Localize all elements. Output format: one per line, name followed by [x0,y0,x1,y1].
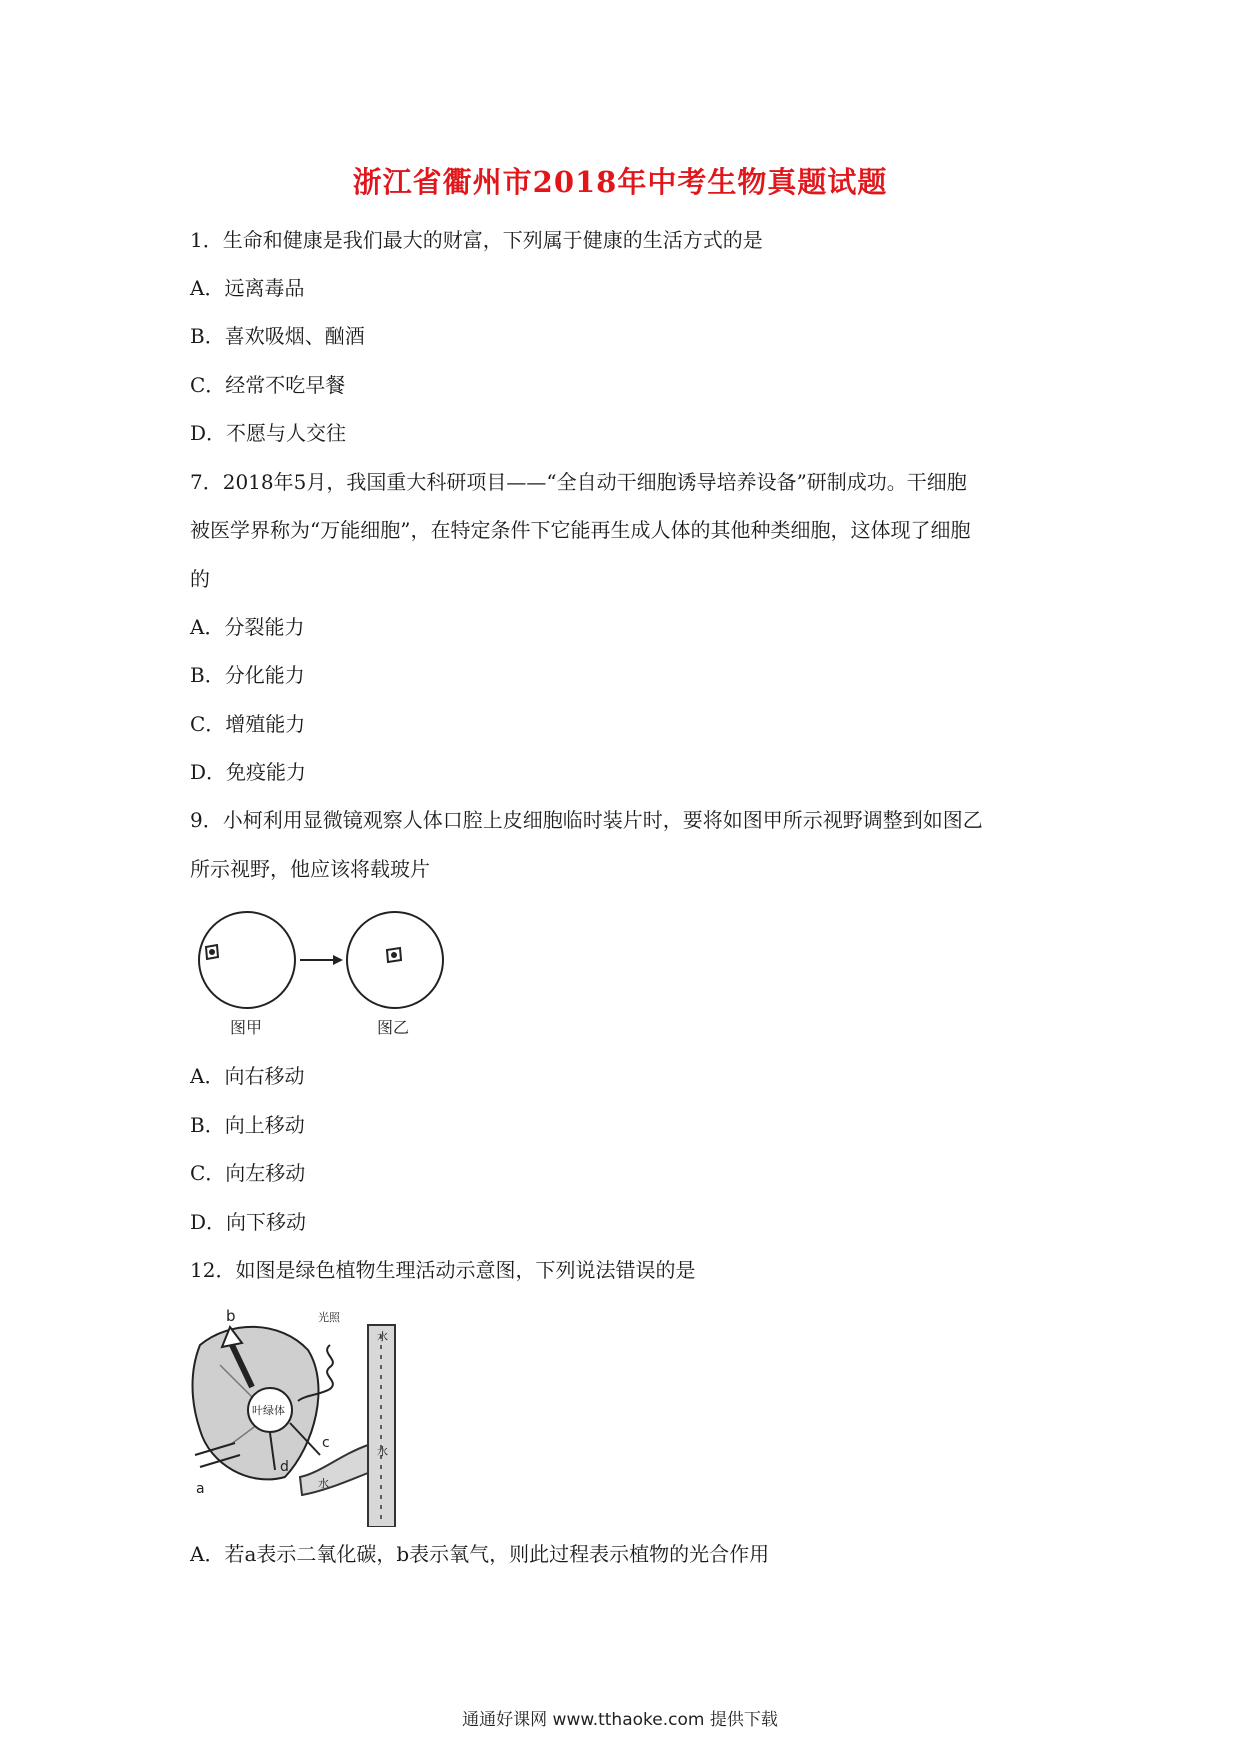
q9-stem-line-1: 9．小柯利用显微镜观察人体口腔上皮细胞临时装片时，要将如图甲所示视野调整到如图乙 [190,808,983,832]
label-b: b [226,1307,236,1325]
label-water-top: 水 [377,1330,388,1343]
label-a: a [196,1481,205,1497]
q1-stem: 1．生命和健康是我们最大的财富，下列属于健康的生活方式的是 [190,228,763,252]
q1-option-a: A．远离毒品 [190,276,305,300]
q1-option-b: B．喜欢吸烟、酗酒 [190,324,365,348]
q7-option-d: D．免疫能力 [190,760,307,784]
q7-stem-line-3: 的 [190,567,210,591]
q12-option-a: A．若a表示二氧化碳，b表示氧气，则此过程表示植物的光合作用 [190,1542,770,1566]
document-title: 浙江省衢州市2018年中考生物真题试题 [352,165,888,199]
q7-option-c: C．增殖能力 [190,712,306,736]
q7-option-a: A．分裂能力 [190,615,305,639]
petiole [300,1445,368,1495]
cell-b [387,948,401,962]
q1-option-c: C．经常不吃早餐 [190,373,346,397]
caption-yi: 图乙 [377,1018,410,1037]
cell-a [206,945,218,959]
label-light: 光照 [318,1311,340,1324]
label-water-mid: 水 [377,1445,388,1458]
q9-stem-line-2: 所示视野，他应该将载玻片 [190,857,430,881]
label-chloroplast: 叶绿体 [252,1404,285,1417]
field-circle-a [199,912,295,1008]
plant-physiology-figure [190,1305,410,1527]
q1-option-d: D．不愿与人交往 [190,421,347,445]
caption-jia: 图甲 [230,1018,263,1037]
q7-stem-line-1: 7．2018年5月，我国重大科研项目——“全自动干细胞诱导培养设备”研制成功。干细胞 [190,470,967,494]
label-c: c [322,1435,330,1451]
q9-option-b: B．向上移动 [190,1113,305,1137]
q7-option-b: B．分化能力 [190,663,305,687]
label-water-branch: 水 [318,1477,329,1490]
label-d: d [280,1459,289,1475]
q9-option-d: D．向下移动 [190,1210,307,1234]
q7-stem-line-2: 被医学界称为“万能细胞”，在特定条件下它能再生成人体的其他种类细胞，这体现了细胞 [190,518,971,542]
page-footer: 通通好课网 www.tthaoke.com 提供下载 [462,1710,778,1730]
q9-option-a: A．向右移动 [190,1064,305,1088]
arrow-head [333,955,343,965]
q12-stem: 12．如图是绿色植物生理活动示意图，下列说法错误的是 [190,1258,696,1282]
microscope-field-figure [190,905,470,1047]
q9-option-c: C．向左移动 [190,1161,306,1185]
